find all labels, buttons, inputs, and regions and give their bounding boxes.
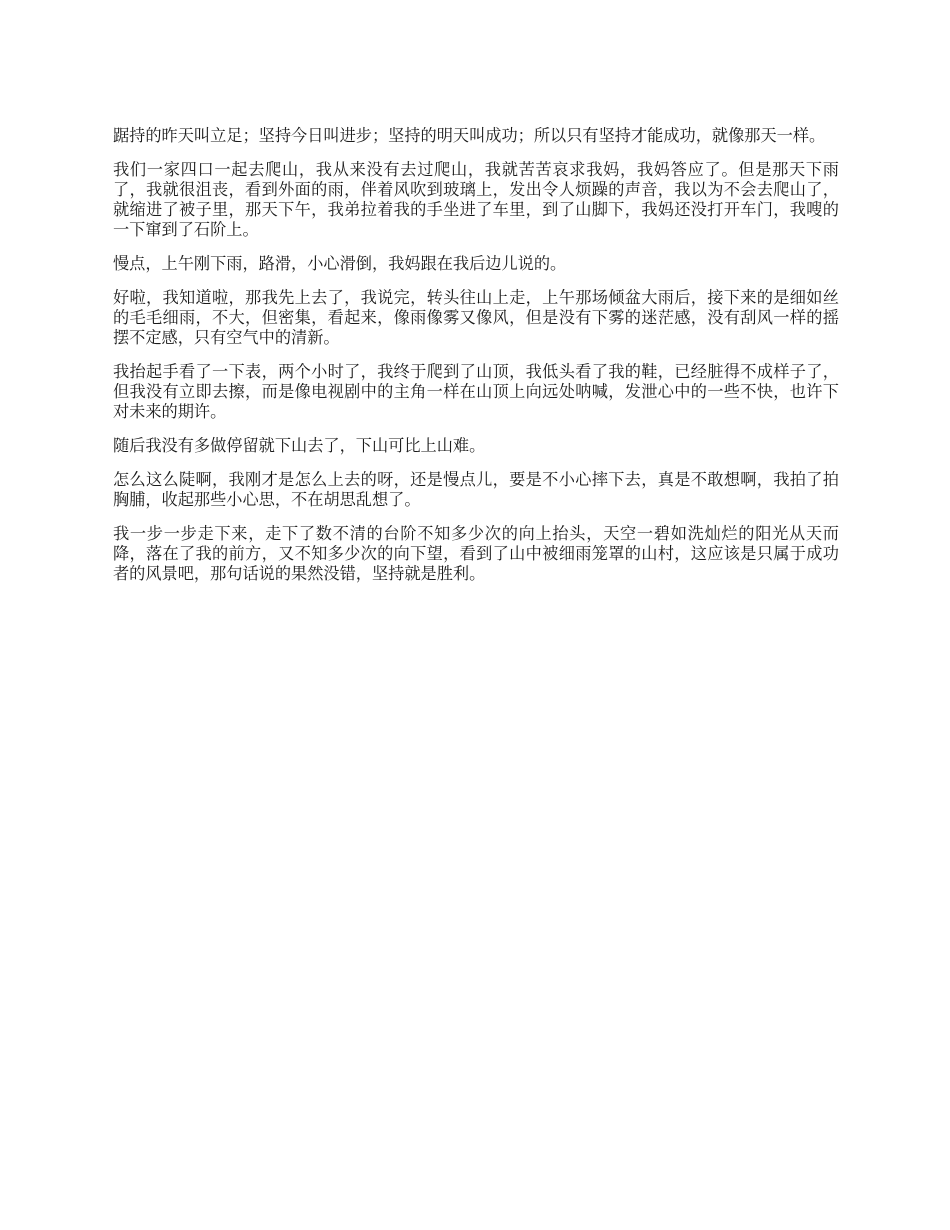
paragraph: 随后我没有多做停留就下山去了，下山可比上山难。 — [113, 436, 486, 455]
paragraph: 好啦，我知道啦，那我先上去了，我说完，转头往山上走，上午那场倾盆大雨后，接下来的是细如丝的毛毛细雨，不大，但密集，看起来，像雨像雾又像风，但是没有下雾的迷茫感，没有刮风一样的摇摆不定感，只有空气中的清新。 — [113, 288, 839, 347]
paragraph: 慢点，上午刚下雨，路滑，小心滑倒，我妈跟在我后边儿说的。 — [113, 254, 567, 273]
paragraph: 踞持的昨天叫立足；坚持今日叫进步；坚持的明天叫成功；所以只有坚持才能成功，就像那天一样。 — [113, 126, 826, 145]
document-body — [113, 126, 839, 598]
paragraph: 怎么这么陡啊，我刚才是怎么上去的呀，还是慢点儿，要是不小心摔下去，真是不敢想啊，我拍了拍胸脯，收起那些小心思，不在胡思乱想了。 — [113, 470, 839, 509]
paragraph: 我一步一步走下来，走下了数不清的台阶不知多少次的向上抬头，天空一碧如洗灿烂的阳光从天而降，落在了我的前方，又不知多少次的向下望，看到了山中被细雨笼罩的山村，这应该是只属于成功者的风景吧，那句话说的果然没错，坚持就是胜利。 — [113, 524, 839, 583]
paragraph: 我们一家四口一起去爬山，我从来没有去过爬山，我就苦苦哀求我妈，我妈答应了。但是那天下雨了，我就很沮丧，看到外面的雨，伴着风吹到玻璃上，发出令人烦躁的声音，我以为不会去爬山了，就缩进了被子里，那天下午，我弟拉着我的手坐进了车里，到了山脚下，我妈还没打开车门，我嗖的一下窜到了石阶上。 — [113, 160, 839, 239]
paragraph: 我抬起手看了一下表，两个小时了，我终于爬到了山顶，我低头看了我的鞋，已经脏得不成样子了，但我没有立即去擦，而是像电视剧中的主角一样在山顶上向远处呐喊，发泄心中的一些不快，也许下对未来的期许。 — [113, 362, 839, 421]
